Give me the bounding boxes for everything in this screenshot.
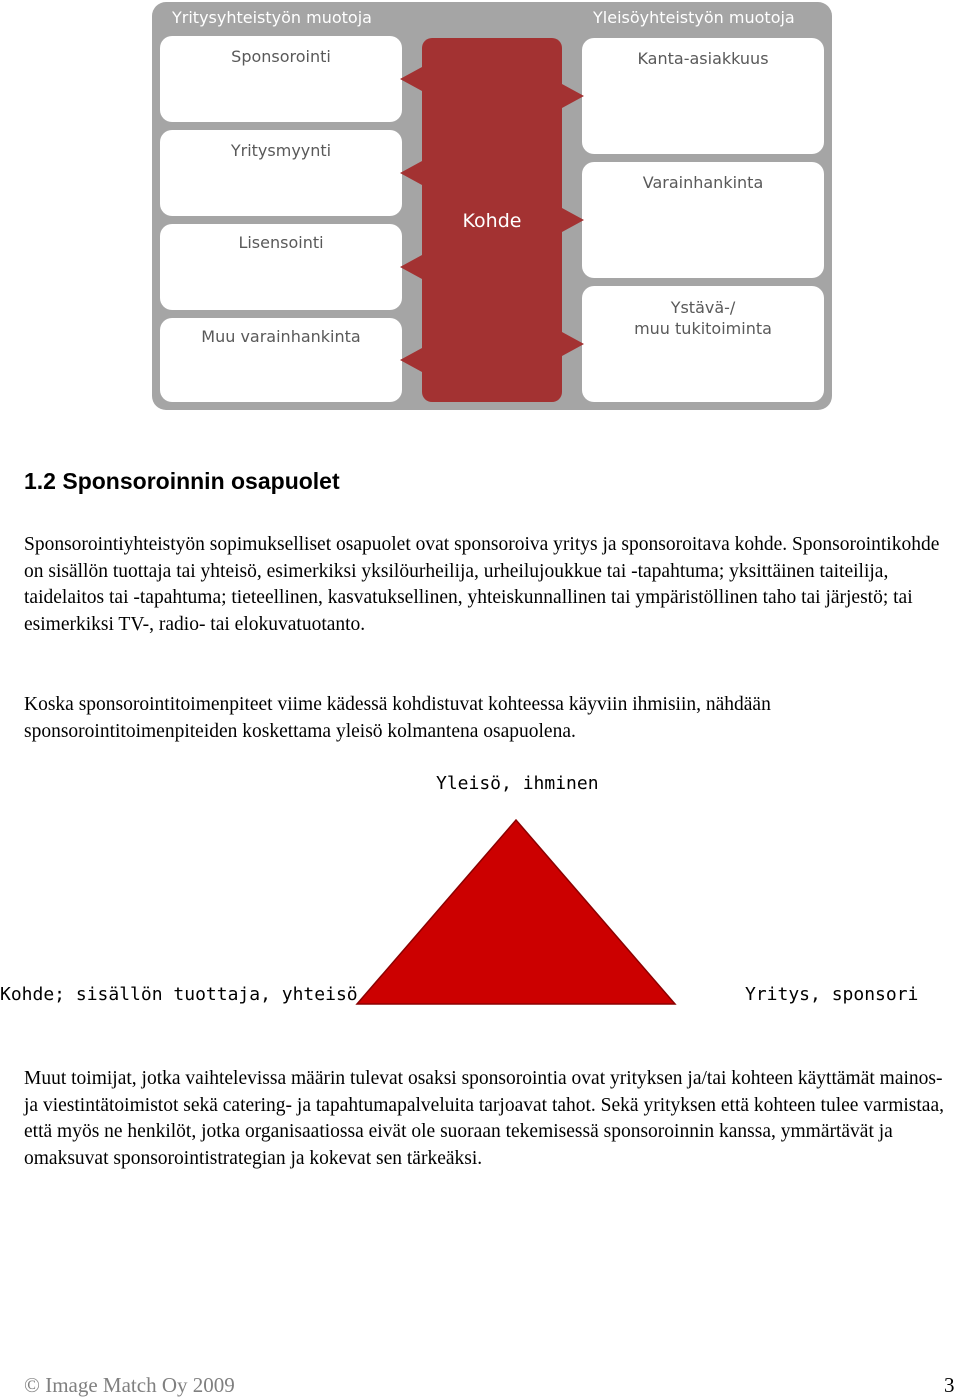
box-label: Yritysmyynti bbox=[230, 141, 332, 160]
triangle-right-label: Yritys, sponsori bbox=[745, 984, 919, 1005]
arrow-left-icon bbox=[400, 348, 422, 372]
arrow-left-icon bbox=[400, 161, 422, 185]
right-box-ystava-tukitoiminta bbox=[582, 286, 824, 402]
paragraph-other-actors: Muut toimijat, jotka vaihtelevissa määrin tulevat osaksi sponsorointia ovat yrityksen ja/tai kohteen käyttämät mainos- ja viestintätoimistot sekä catering- ja tapahtumapalveluita tarjoavat tahot. Sekä yrityksen että kohteen tulee varmistaa, että myös ne henkilöt, jotka organisaatiossa eivät ole suoraan tekemisessä sponsoroinnin kanssa, ymmärtävät ja omaksuvat sponsorointistrategian ja kokevat sen tärkeäksi. bbox=[24, 1068, 944, 1169]
triangle-shape bbox=[357, 820, 675, 1004]
footer-copyright: © Image Match Oy 2009 bbox=[24, 1373, 235, 1397]
left-box-lisensointi bbox=[160, 224, 402, 310]
paragraph-audience: Koska sponsorointitoimenpiteet viime kädessä kohdistuvat kohteessa käyviin ihmisiin, nähdään sponsorointitoimenpiteiden koskettama yleisö kolmantena osapuolena. bbox=[24, 694, 771, 742]
box-label-line1: Ystävä-/ bbox=[670, 298, 736, 317]
box-label: Sponsorointi bbox=[231, 47, 331, 66]
left-box-yritysmyynti bbox=[160, 130, 402, 216]
box-label: Muu varainhankinta bbox=[201, 327, 361, 346]
box-label: Kanta-asiakkuus bbox=[637, 49, 769, 68]
box-label-line2: muu tukitoiminta bbox=[634, 319, 772, 338]
section-heading: 1.2 Sponsoroinnin osapuolet bbox=[24, 468, 340, 494]
triangle-top-label: Yleisö, ihminen bbox=[436, 773, 599, 794]
left-box-sponsorointi bbox=[160, 36, 402, 122]
left-column-header: Yritysyhteistyön muotoja bbox=[172, 8, 372, 27]
arrow-left-icon bbox=[400, 255, 422, 279]
box-label: Varainhankinta bbox=[642, 173, 764, 192]
triangle-left-label: Kohde; sisällön tuottaja, yhteisö bbox=[0, 984, 358, 1005]
right-box-varainhankinta bbox=[582, 162, 824, 278]
paragraph-parties: Sponsorointiyhteistyön sopimukselliset osapuolet ovat sponsoroiva yritys ja sponsoroitava kohde. Sponsorointikohde on sisällön tuottaja tai yhteisö, esimerkiksi yksilöurheilija, urheilujoukkue tai -tapahtuma; yksittäinen taiteilija, taidelaitos tai -tapahtuma; tieteellinen, kasvatuksellinen, yhteiskunnallinen tai ympäristöllinen taho tai järjestö; tai esimerkiksi TV-, radio- tai elokuvatuotanto. bbox=[24, 534, 940, 635]
page-number: 3 bbox=[944, 1373, 955, 1397]
arrow-right-icon bbox=[562, 208, 584, 232]
kohde-label: Kohde bbox=[462, 210, 522, 232]
arrow-right-icon bbox=[562, 332, 584, 356]
arrow-right-icon bbox=[562, 84, 584, 108]
arrow-left-icon bbox=[400, 67, 422, 91]
right-column-header: Yleisöyhteistyön muotoja bbox=[593, 8, 795, 27]
box-label: Lisensointi bbox=[238, 233, 324, 252]
left-box-muu-varainhankinta bbox=[160, 318, 402, 402]
partner-triangle bbox=[355, 818, 677, 1006]
right-box-kanta-asiakkuus bbox=[582, 38, 824, 154]
